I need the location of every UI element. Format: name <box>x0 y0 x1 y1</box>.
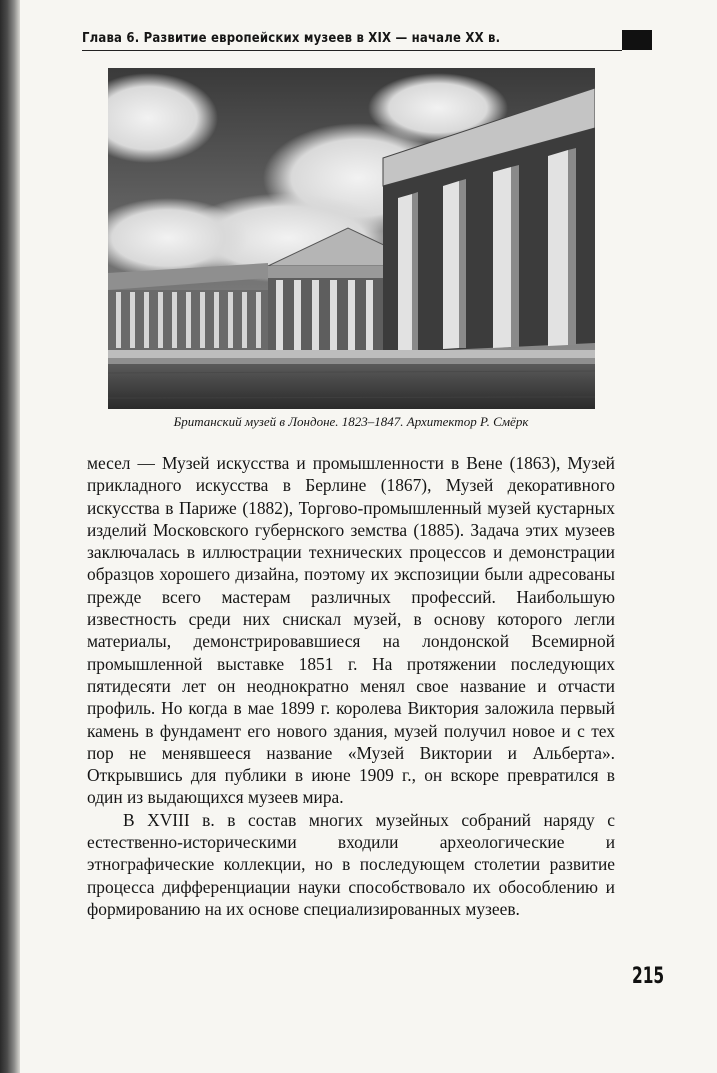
running-header <box>82 28 652 50</box>
page-binding-edge <box>0 0 20 1073</box>
british-museum-photo <box>108 68 595 409</box>
figure-caption: Британский музей в Лондоне. 1823–1847. Архитектор Р. Смёрк <box>173 414 529 429</box>
running-title: Глава 6. Развитие европейских музеев в XIX — начале XX в. <box>82 31 501 46</box>
main-text <box>87 452 615 920</box>
paragraph: месел — Музей искусства и промышленности в Вене (1863), Музей прикладного искусства в Берлине (1867), Музей декоративного искусства в Париже (1882), Торгово-промышленный музей кустарных изделий Московского губернского земства (1885). Задача этих музеев заключалась в иллюстрации технических процессов и демонстрации образцов хорошего дизайна, поэтому их экспозиции были адресованы прежде всего мастерам различных профессий. Наибольшую известность среди них снискал музей, в основу которого легли материалы, демонстрировавшиеся на лондонской Всемирной промышленной выставке 1851 г. На протяжении последующих пятидесяти лет он неоднократно менял свое название и отчасти профиль. Но когда в мае 1899 г. королева Виктория заложила первый камень в фундамент его нового здания, музей получил новое и с тех пор не менявшееся название «Музей Виктории и Альберта». Открывшись для публики в июне 1909 г., он вскоре превратился в один из выдающихся музеев мира. <box>87 453 615 808</box>
british-museum-illustration <box>108 68 595 409</box>
header-marker-block <box>622 30 652 50</box>
paragraph: В XVIII в. в состав многих музейных собраний наряду с естественно-историческими входили археологические и этнографические коллекции, но в последующем столетии развитие процесса дифференциации науки способствовало их обособлению и формированию на их основе специализированных музеев. <box>87 809 615 919</box>
page-number: 215 <box>632 964 665 989</box>
header-rule <box>82 50 622 51</box>
